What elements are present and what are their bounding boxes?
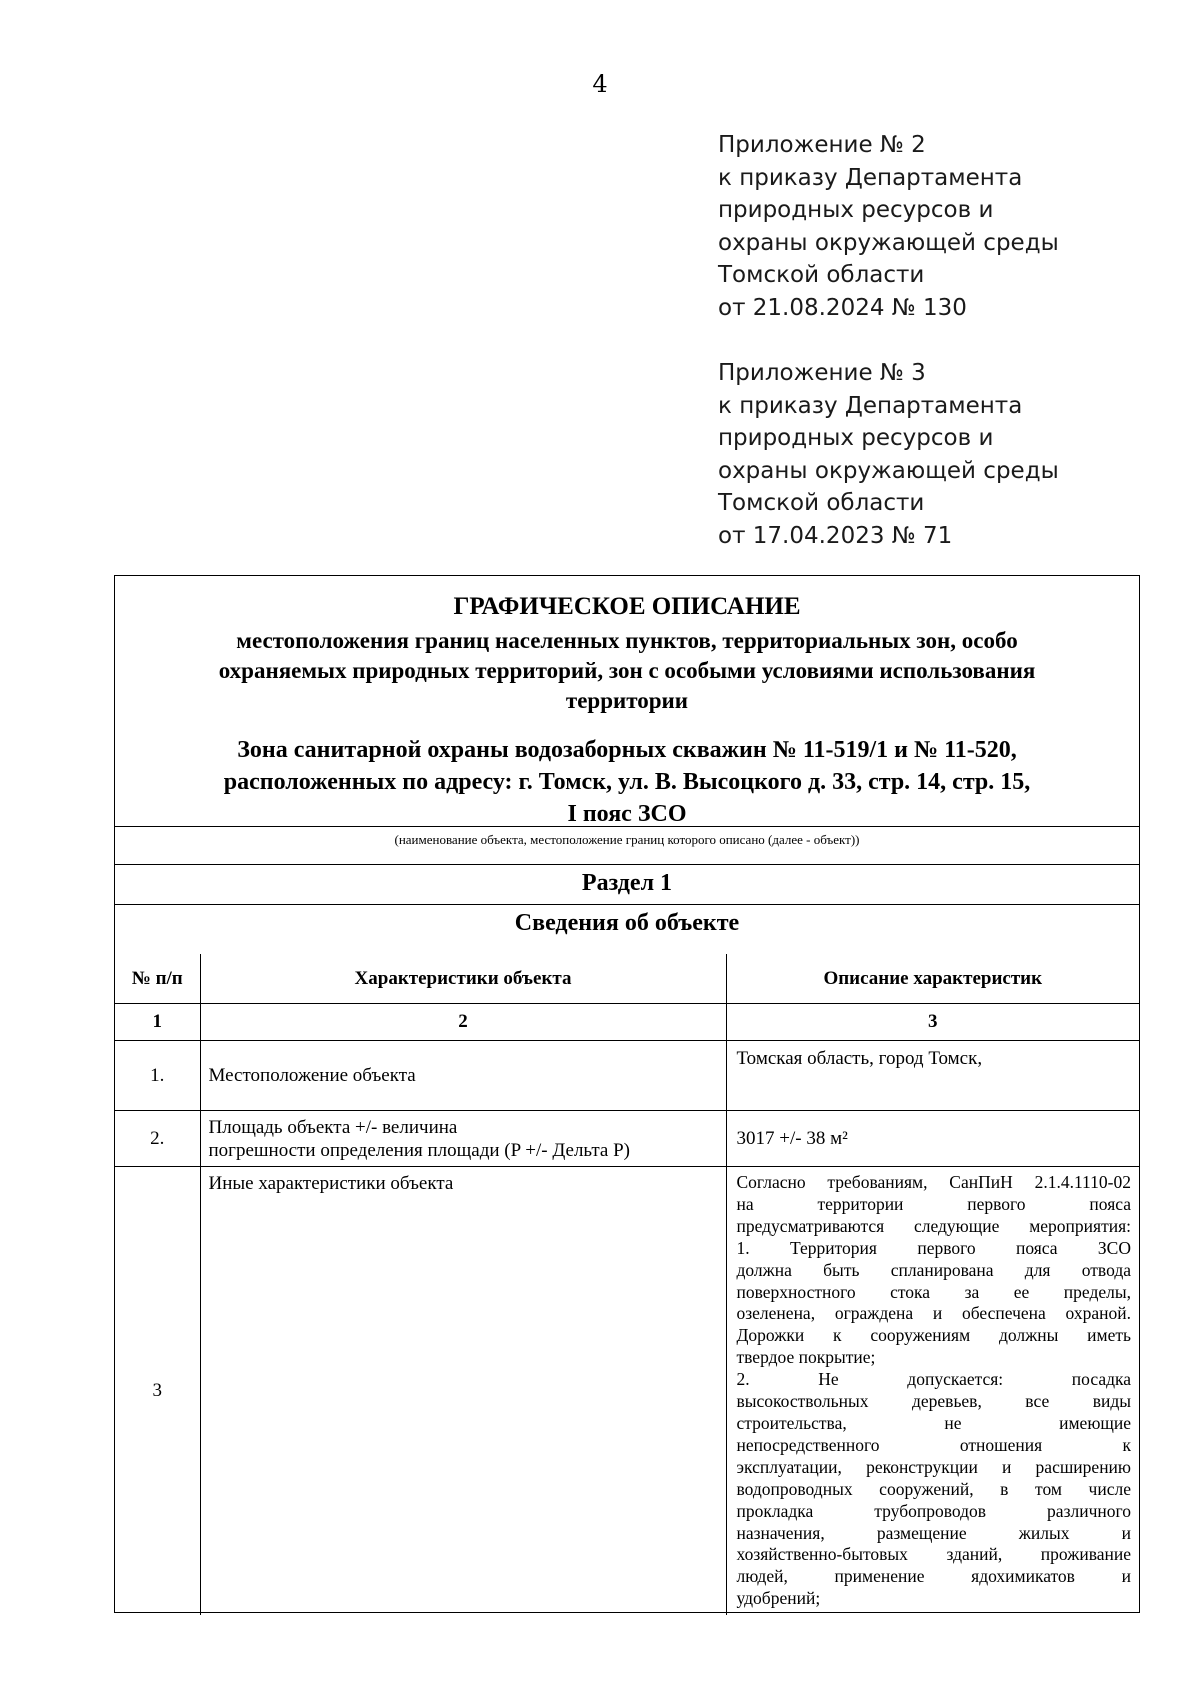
appendix-2-line: природных ресурсов и (718, 197, 994, 224)
row-characteristic: Местоположение объекта (200, 1041, 726, 1111)
description-line: озеленена, ограждена и обеспечена охраной. (736, 1303, 1131, 1324)
row-number: 2. (115, 1111, 200, 1167)
document-subtitle (115, 626, 1139, 716)
appendix-3-line: к приказу Департамента (718, 392, 1023, 419)
subtitle-line: охраняемых природных территорий, зон с особыми условиями использования (218, 658, 1036, 683)
appendix-3-line: Томской области (718, 490, 925, 517)
subtitle-line: территории (565, 688, 689, 713)
column-number-cell: 2 (200, 1004, 726, 1041)
description-line: 2. Не допускается: посадка (736, 1369, 1131, 1390)
appendix-3-line: от 17.04.2023 № 71 (718, 522, 953, 549)
appendix-3-block (718, 357, 1059, 553)
description-line: непосредственного отношения к (736, 1434, 1131, 1455)
appendix-3-line: охраны окружающей среды (718, 457, 1059, 484)
description-line: высокоствольных деревьев, все виды (736, 1391, 1131, 1412)
column-number-cell: 1 (115, 1004, 200, 1041)
appendix-2-block (718, 129, 1059, 325)
description-line: прокладка трубопроводов различного (736, 1500, 1131, 1521)
description-line: Согласно требованиям, СанПиН 2.1.4.1110-02 (736, 1172, 1131, 1192)
table-row (115, 1041, 1139, 1111)
graphic-description-frame (114, 575, 1140, 1613)
appendix-2-line: Томской области (718, 262, 925, 289)
zone-title-line: Зона санитарной охраны водозаборных скважин № 11-519/1 и № 11-520, (237, 737, 1017, 763)
appendix-3-line: Приложение № 3 (718, 360, 926, 386)
document-title: ГРАФИЧЕСКОЕ ОПИСАНИЕ (453, 593, 801, 620)
characteristic-line: погрешности определения площади (P +/- Дельта P) (208, 1139, 630, 1161)
characteristic-line: Площадь объекта +/- величина (208, 1116, 458, 1138)
description-line: строительства, не имеющие (736, 1412, 1131, 1433)
description-line: удобрений; (736, 1588, 821, 1609)
description-line: хозяйственно-бытовых зданий, проживание (736, 1544, 1131, 1565)
description-line: 1. Территория первого пояса ЗСО (736, 1237, 1131, 1258)
section-title: Сведения об объекте (514, 910, 740, 936)
row-description: 3017 +/- 38 м² (726, 1111, 1139, 1167)
zone-title-line: расположенных по адресу: г. Томск, ул. В. Высоцкого д. 33, стр. 14, стр. 15, (223, 769, 1031, 795)
table-row (115, 1111, 1139, 1167)
page-number: 4 (592, 70, 608, 98)
row-description: Томская область, город Томск, (726, 1041, 1139, 1111)
divider (115, 826, 1139, 827)
description-line: Дорожки к сооружениям должны иметь (736, 1325, 1131, 1346)
subtitle-line: местоположения границ населенных пунктов, территориальных зон, особо (236, 628, 1018, 653)
object-info-table (115, 954, 1139, 1615)
divider (115, 904, 1139, 905)
row-number: 1. (115, 1041, 200, 1111)
column-number-cell: 3 (726, 1004, 1139, 1041)
description-line: поверхностного стока за ее пределы, (736, 1281, 1131, 1302)
row-characteristic (200, 1111, 726, 1167)
description-line: на территории первого пояса (736, 1193, 1131, 1214)
header-cell-number: № п/п (115, 954, 200, 1004)
divider (115, 864, 1139, 865)
description-line: назначения, размещение жилых и (736, 1522, 1131, 1543)
table-row (115, 1167, 1139, 1615)
appendix-2-line: от 21.08.2024 № 130 (718, 294, 967, 321)
description-line: твердое покрытие; (736, 1347, 876, 1368)
description-line: предусматриваются следующие мероприятия: (736, 1215, 1131, 1236)
appendix-2-line: Приложение № 2 (718, 132, 926, 158)
object-caption: (наименование объекта, местоположение границ которого описано (далее - объект)) (394, 832, 860, 847)
description-line: людей, применение ядохимикатов и (736, 1566, 1131, 1587)
zone-title-line: I пояс ЗСО (567, 801, 687, 827)
row-characteristic: Иные характеристики объекта (200, 1167, 726, 1615)
header-cell-description: Описание характеристик (726, 954, 1139, 1004)
header-cell-characteristic: Характеристики объекта (200, 954, 726, 1004)
table-header-row (115, 954, 1139, 1004)
row-number: 3 (115, 1167, 200, 1615)
appendix-2-line: к приказу Департамента (718, 164, 1023, 191)
appendix-3-line: природных ресурсов и (718, 425, 994, 452)
column-number-row (115, 1004, 1139, 1041)
section-label: Раздел 1 (581, 870, 673, 896)
description-line: должна быть спланирована для отвода (736, 1259, 1131, 1280)
description-line: эксплуатации, реконструкции и расширению (736, 1456, 1131, 1477)
appendix-2-line: охраны окружающей среды (718, 229, 1059, 256)
row-description (726, 1167, 1139, 1615)
description-line: водопроводных сооружений, в том числе (736, 1478, 1131, 1499)
zone-title (115, 734, 1139, 830)
